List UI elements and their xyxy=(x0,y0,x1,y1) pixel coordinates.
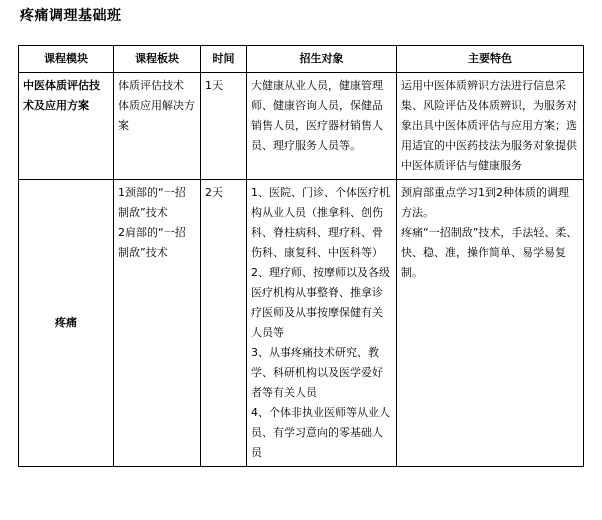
features-cell xyxy=(397,180,584,467)
cell-paragraph: 疼痛“一招制敌”技术，手法轻、柔、快、稳、准，操作简单、易学易复制。 xyxy=(401,226,578,279)
page-title: 疼痛调理基础班 xyxy=(20,8,122,24)
header-features: 主要特色 xyxy=(397,46,584,73)
table-row xyxy=(19,180,584,467)
cell-paragraph: 2、理疗师、按摩师以及各级医疗机构从事整脊、推拿诊疗医师及从事按摩保健有关人员等 xyxy=(251,266,390,339)
cell-paragraph: 1颈部的“一招制敌”技术 xyxy=(118,186,186,219)
section-cell xyxy=(114,73,201,180)
features-cell xyxy=(397,73,584,180)
header-time: 时间 xyxy=(201,46,247,73)
cell-paragraph: 3、从事疼痛技术研究、教学、科研机构以及医学爱好者等有关人员 xyxy=(251,346,383,399)
module-cell: 疼痛 xyxy=(19,180,114,467)
audience-cell xyxy=(247,73,397,180)
header-audience: 招生对象 xyxy=(247,46,397,73)
cell-paragraph: 大健康从业人员，健康管理师、健康咨询人员，保健品销售人员，医疗器材销售人员、理疗服务人员等。 xyxy=(251,79,383,152)
cell-paragraph: 运用中医体质辨识方法进行信息采集、风险评估及体质辨识，为服务对象出具中医体质评估与应用方案；选用适宜的中医药技法为服务对象提供中医体质评估与健康服务 xyxy=(401,79,577,172)
time-cell: 1天 xyxy=(201,73,247,180)
table-row xyxy=(19,73,584,180)
cell-paragraph: 1、医院、门诊、个体医疗机构从业人员（推拿科、创伤科、脊柱病科、理疗科、骨伤科、康复科、中医科等） xyxy=(251,186,390,259)
header-course-section: 课程板块 xyxy=(114,46,201,73)
section-cell xyxy=(114,180,201,467)
cell-paragraph: 体质应用解决方案 xyxy=(118,99,195,132)
cell-paragraph: 颈肩部重点学习1到2种体质的调理方法。 xyxy=(401,186,569,219)
header-course-module: 课程模块 xyxy=(19,46,114,73)
table-header-row xyxy=(19,46,584,73)
module-cell: 中医体质评估技术及应用方案 xyxy=(19,73,114,180)
cell-paragraph: 4、个体非执业医师等从业人员、有学习意向的零基础人员 xyxy=(251,406,390,459)
cell-paragraph: 2肩部的“一招制敌”技术 xyxy=(118,226,186,259)
course-table xyxy=(18,45,584,467)
audience-cell xyxy=(247,180,397,467)
time-cell: 2天 xyxy=(201,180,247,467)
cell-paragraph: 体质评估技术 xyxy=(118,79,184,92)
